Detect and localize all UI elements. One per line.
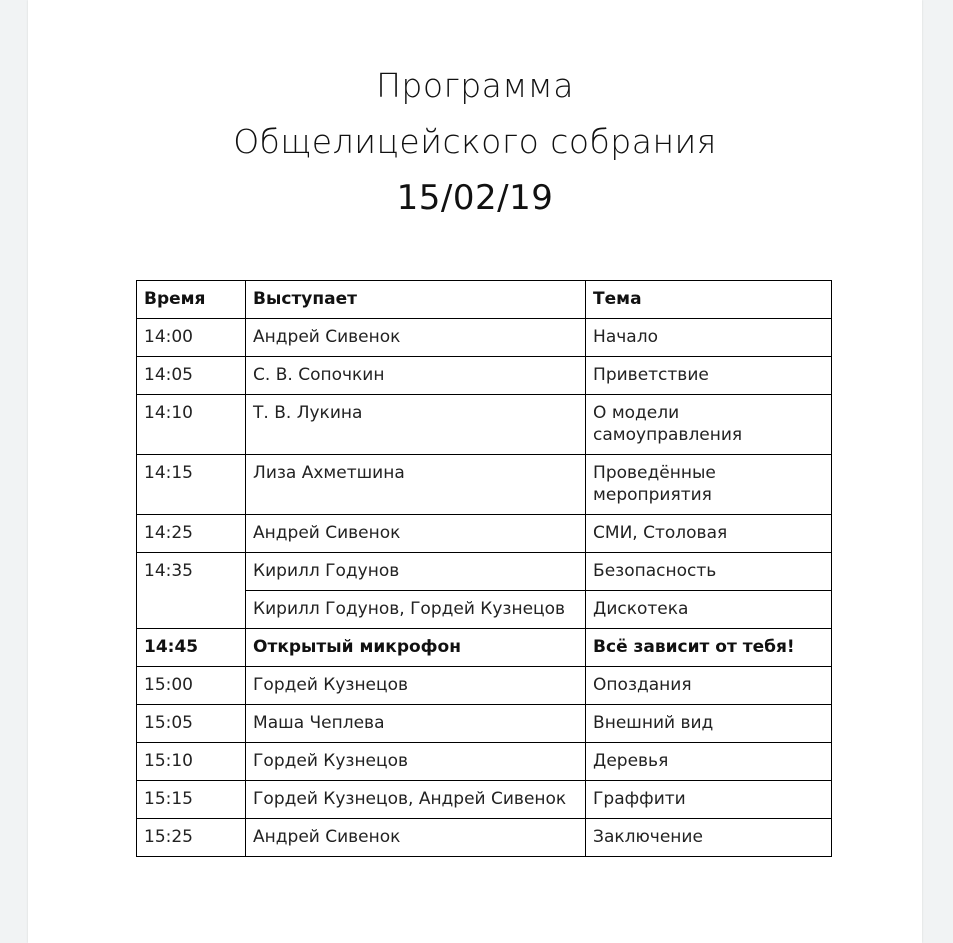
cell-time: 15:05 (137, 705, 246, 743)
cell-time-merged: 14:35 (137, 553, 246, 629)
cell-speaker: Андрей Сивенок (246, 319, 586, 357)
cell-topic: Всё зависит от тебя! (586, 629, 832, 667)
table-row (137, 515, 832, 553)
cell-speaker: Гордей Кузнецов (246, 667, 586, 705)
table-row (137, 667, 832, 705)
table-row (137, 455, 832, 515)
cell-time: 15:10 (137, 743, 246, 781)
cell-time: 15:15 (137, 781, 246, 819)
cell-topic: Граффити (586, 781, 832, 819)
header-speaker: Выступает (246, 281, 586, 319)
cell-speaker: С. В. Сопочкин (246, 357, 586, 395)
cell-speaker: Андрей Сивенок (246, 515, 586, 553)
table-row (137, 395, 832, 455)
table-row (137, 357, 832, 395)
header-topic: Тема (586, 281, 832, 319)
table-header-row (137, 281, 832, 319)
cell-topic: Проведённые мероприятия (586, 455, 832, 515)
cell-speaker: Гордей Кузнецов (246, 743, 586, 781)
cell-time: 15:25 (137, 819, 246, 857)
cell-speaker: Маша Чеплева (246, 705, 586, 743)
document-title (28, 58, 922, 226)
cell-topic: Заключение (586, 819, 832, 857)
cell-time: 14:10 (137, 395, 246, 455)
cell-time: 15:00 (137, 667, 246, 705)
title-date: 15/02/19 (396, 178, 554, 218)
table-row-highlight (137, 629, 832, 667)
table-row (137, 705, 832, 743)
cell-speaker: Кирилл Годунов (246, 553, 586, 591)
cell-speaker: Лиза Ахметшина (246, 455, 586, 515)
cell-time: 14:00 (137, 319, 246, 357)
cell-time: 14:15 (137, 455, 246, 515)
cell-time: 14:45 (137, 629, 246, 667)
table-row (137, 819, 832, 857)
cell-topic: Деревья (586, 743, 832, 781)
cell-topic: Опоздания (586, 667, 832, 705)
cell-topic: Безопасность (586, 553, 832, 591)
table-row (137, 743, 832, 781)
header-time: Время (137, 281, 246, 319)
cell-speaker: Гордей Кузнецов, Андрей Сивенок (246, 781, 586, 819)
document-page (28, 0, 922, 943)
cell-topic: Дискотека (586, 591, 832, 629)
table-row (137, 553, 832, 591)
cell-speaker: Андрей Сивенок (246, 819, 586, 857)
title-line-1: Программа (376, 66, 574, 105)
cell-speaker: Кирилл Годунов, Гордей Кузнецов (246, 591, 586, 629)
cell-time: 14:25 (137, 515, 246, 553)
title-line-2: Общелицейского собрания (233, 122, 717, 161)
cell-topic: СМИ, Столовая (586, 515, 832, 553)
table-row (137, 319, 832, 357)
cell-speaker: Открытый микрофон (246, 629, 586, 667)
cell-topic: Приветствие (586, 357, 832, 395)
table-row (137, 781, 832, 819)
cell-speaker: Т. В. Лукина (246, 395, 586, 455)
cell-time: 14:05 (137, 357, 246, 395)
program-table (136, 280, 832, 857)
cell-topic: Внешний вид (586, 705, 832, 743)
cell-topic: О модели самоуправления (586, 395, 832, 455)
cell-topic: Начало (586, 319, 832, 357)
